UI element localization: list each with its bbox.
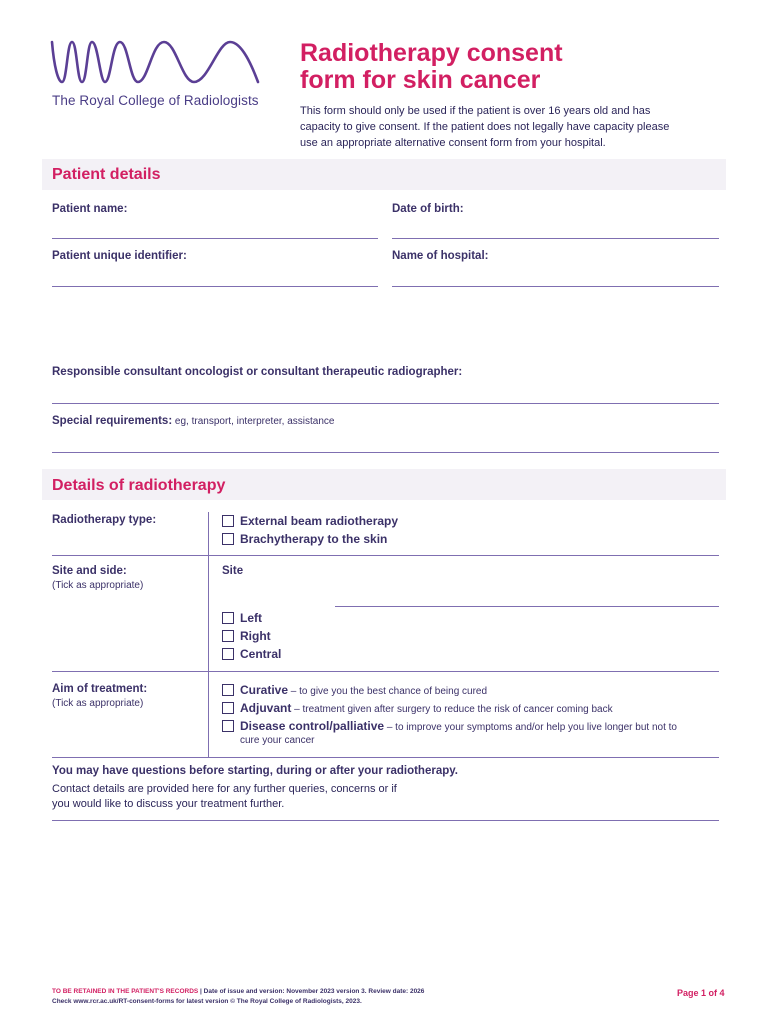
date-of-birth-label: Date of birth:	[392, 203, 464, 215]
curative-option: Curative – to give you the best chance of being cured	[240, 683, 488, 697]
patient-name-field[interactable]	[52, 238, 378, 239]
site-side-hint: (Tick as appropriate)	[52, 580, 144, 591]
external-beam-label: External beam radiotherapy	[240, 514, 399, 528]
footer-text: TO BE RETAINED IN THE PATIENT'S RECORDS | Date of issue and version: November 2023 version 3. Review date: 2026 Check www.rcr.ac.uk/RT-consent-forms for latest version © The Royal College of Radiologists, 2023.	[52, 988, 425, 1005]
questions-field[interactable]	[52, 820, 719, 821]
column-divider	[208, 512, 209, 757]
date-of-birth-field[interactable]	[392, 238, 719, 239]
palliative-option: Disease control/palliative – to improve your symptoms and/or help you live longer but not to	[240, 719, 677, 733]
brachytherapy-checkbox[interactable]	[222, 533, 234, 545]
hospital-field[interactable]	[392, 286, 719, 287]
patient-id-label: Patient unique identifier:	[52, 250, 187, 262]
site-side-label: Site and side:	[52, 565, 127, 577]
external-beam-checkbox[interactable]	[222, 515, 234, 527]
adjuvant-option: Adjuvant – treatment given after surgery to reduce the risk of cancer coming back	[240, 701, 613, 715]
patient-id-field[interactable]	[52, 286, 378, 287]
special-requirements-label: Special requirements: eg, transport, interpreter, assistance	[52, 415, 335, 427]
radiotherapy-type-label: Radiotherapy type:	[52, 514, 157, 526]
consultant-label: Responsible consultant oncologist or consultant therapeutic radiographer:	[52, 366, 463, 378]
palliative-checkbox[interactable]	[222, 720, 234, 732]
left-label: Left	[240, 611, 262, 625]
patient-details-heading: Patient details	[52, 166, 161, 183]
radiotherapy-heading: Details of radiotherapy	[52, 477, 226, 494]
right-label: Right	[240, 629, 271, 643]
consultant-field[interactable]	[52, 403, 719, 404]
intro-text: This form should only be used if the patient is over 16 years old and has capacity to give consent. If the patient does not legally have capacity please use an appropriate alternative consent form from your hospital.	[300, 105, 670, 149]
brachytherapy-label: Brachytherapy to the skin	[240, 532, 388, 546]
site-label: Site	[222, 565, 244, 577]
questions-title: You may have questions before starting, during or after your radiotherapy.	[52, 765, 458, 777]
central-checkbox[interactable]	[222, 648, 234, 660]
divider	[52, 555, 719, 556]
right-checkbox[interactable]	[222, 630, 234, 642]
central-label: Central	[240, 647, 282, 661]
org-name: The Royal College of Radiologists	[52, 93, 259, 108]
site-field[interactable]	[335, 606, 719, 607]
palliative-option-cont: cure your cancer	[240, 735, 315, 746]
hospital-label: Name of hospital:	[392, 250, 489, 262]
rcr-logo-icon	[48, 36, 263, 88]
patient-name-label: Patient name:	[52, 203, 128, 215]
adjuvant-checkbox[interactable]	[222, 702, 234, 714]
aim-label: Aim of treatment:	[52, 683, 148, 695]
special-requirements-field[interactable]	[52, 452, 719, 453]
curative-checkbox[interactable]	[222, 684, 234, 696]
questions-text: Contact details are provided here for any further queries, concerns or if you would like to discuss your treatment further.	[52, 783, 397, 810]
aim-hint: (Tick as appropriate)	[52, 698, 144, 709]
divider	[52, 671, 719, 672]
left-checkbox[interactable]	[222, 612, 234, 624]
page-title: Radiotherapy consent form for skin cancer	[300, 39, 563, 94]
divider	[52, 757, 719, 758]
page-number: Page 1 of 4	[677, 988, 725, 998]
